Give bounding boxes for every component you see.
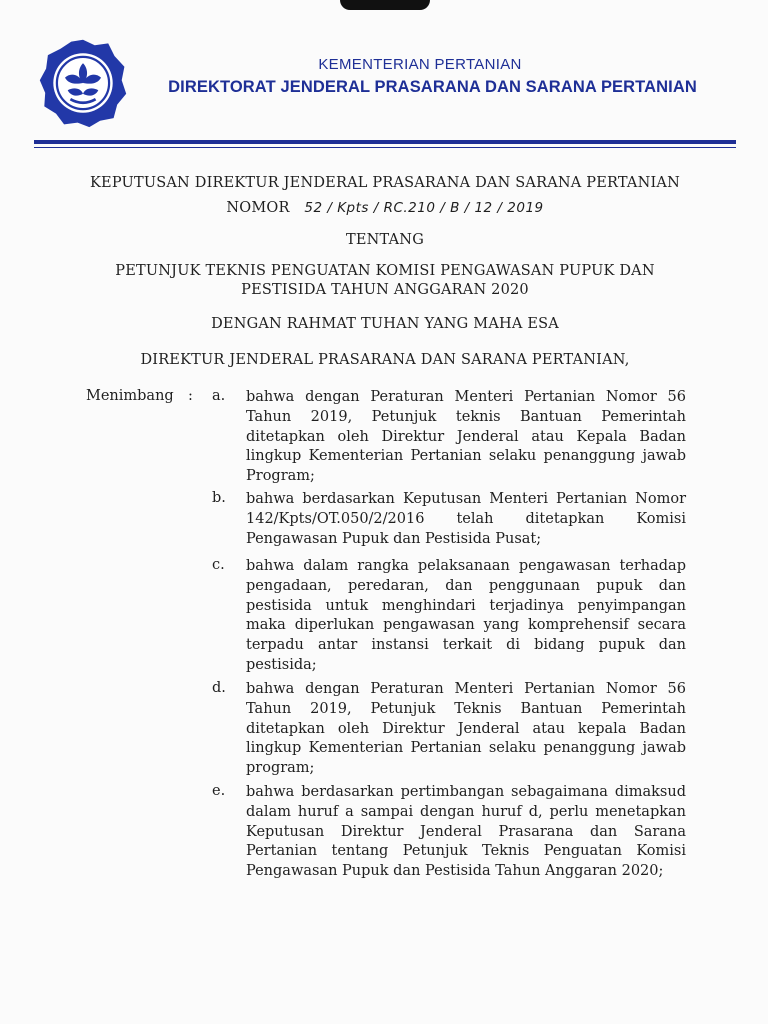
tentang-heading: TENTANG <box>346 232 424 248</box>
letterhead-rule-thin <box>34 147 736 148</box>
consideration-text: bahwa dalam rangka pelaksanaan pengawasan terhadap pengadaan, peredaran, dan penggunaan pupuk dan pestisida untuk menghindari terjadinya penyimpangan maka diperlukan pengawasan yang komprehensif secara terpadu antar instansi terkait di bidang pupuk dan pestisida; <box>246 558 686 673</box>
consideration-text: bahwa dengan Peraturan Menteri Pertanian Nomor 56 Tahun 2019, Petunjuk teknis Bantuan Pemerintah ditetapkan oleh Direktur Jenderal atau Kepala Badan lingkup Kementerian Pertanian selaku penanggung jawab Program; <box>246 389 686 485</box>
consideration-letter: b. <box>212 490 226 506</box>
consideration-text: bahwa berdasarkan pertimbangan sebagaimana dimaksud dalam huruf a sampai dengan huruf d, perlu menetapkan Keputusan Direktur Jenderal Prasarana dan Sarana Pertanian tentang Petunjuk Teknis Penguatan Komisi Pengawasan Pupuk dan Pestisida Tahun Anggaran 2020; <box>246 784 686 880</box>
directorate-name: DIREKTORAT JENDERAL PRASARANA DAN SARANA PERTANIAN <box>168 78 697 96</box>
decree-subject-line-2: PESTISIDA TAHUN ANGGARAN 2020 <box>241 282 529 298</box>
consideration-letter: a. <box>212 388 226 404</box>
menimbang-colon: : <box>188 388 193 404</box>
ministry-emblem-icon <box>38 38 128 128</box>
issuing-authority: DIREKTUR JENDERAL PRASARANA DAN SARANA PERTANIAN, <box>140 352 630 368</box>
letterhead-rule-thick <box>34 140 736 144</box>
menimbang-label: Menimbang <box>86 388 174 404</box>
consideration-letter: d. <box>212 680 226 696</box>
decree-number-value: 52 / Kpts / RC.210 / B / 12 / 2019 <box>304 200 544 216</box>
consideration-letter: e. <box>212 783 226 799</box>
ministry-name: KEMENTERIAN PERTANIAN <box>318 56 522 73</box>
letterhead <box>0 0 768 150</box>
consideration-letter: c. <box>212 557 225 573</box>
consideration-text: bahwa berdasarkan Keputusan Menteri Pertanian Nomor 142/Kpts/OT.050/2/2016 telah ditetapkan Komisi Pengawasan Pupuk dan Pestisida Pusat; <box>246 491 686 547</box>
decree-number-label: NOMOR <box>226 200 290 216</box>
decree-title: KEPUTUSAN DIREKTUR JENDERAL PRASARANA DAN SARANA PERTANIAN <box>90 175 680 191</box>
consideration-text: bahwa dengan Peraturan Menteri Pertanian Nomor 56 Tahun 2019, Petunjuk Teknis Bantuan Pemerintah ditetapkan oleh Direktur Jenderal atau kepala Badan lingkup Kementerian Pertanian selaku penanggung jawab program; <box>246 681 686 777</box>
decree-number-line <box>60 200 710 216</box>
decree-subject-line-1: PETUNJUK TEKNIS PENGUATAN KOMISI PENGAWASAN PUPUK DAN <box>115 263 655 279</box>
invocation: DENGAN RAHMAT TUHAN YANG MAHA ESA <box>211 316 559 332</box>
